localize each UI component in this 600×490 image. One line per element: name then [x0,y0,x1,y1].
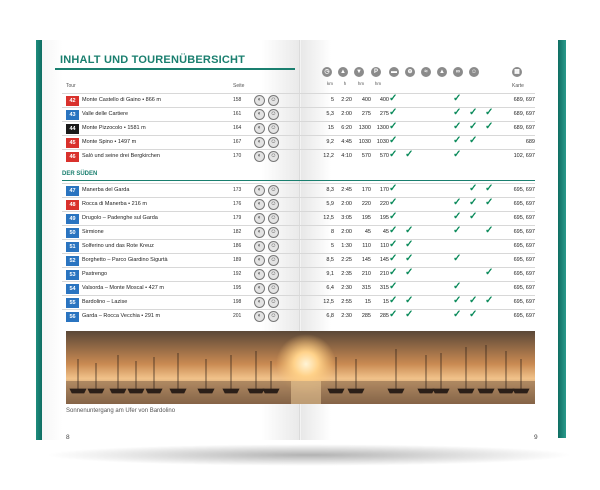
tour-h: 6:20 [341,125,352,131]
child-icon: ☺ [470,69,478,75]
check-mark-icon: ✓ [389,267,398,278]
tour-down: 1300 [376,125,389,131]
tour-km: 6,4 [326,285,334,291]
tour-number-badge: 53 [66,270,79,280]
table-row [62,121,535,135]
photo-caption: Sonnenuntergang am Ufer von Bardolino [66,408,176,414]
page-number-right: 9 [534,434,538,441]
tour-h: 4:10 [341,153,352,159]
tour-name: Valle delle Cartiere [82,111,129,117]
family-icon: ☺ [268,123,279,134]
column-header-h: h [343,81,347,86]
check-mark-icon: ✓ [389,309,398,320]
tour-h: 2:25 [341,257,352,263]
check-mark-icon: ✓ [485,107,494,118]
check-mark-icon: ✓ [469,107,478,118]
tour-up: 1300 [358,125,371,131]
tour-up: 145 [361,257,371,263]
tour-km: 5,9 [326,201,334,207]
difficulty-icon: ◐ [254,283,265,294]
table-row [62,93,535,107]
check-mark-icon: ✓ [453,309,462,320]
tour-map-ref: 695, 697 [513,187,535,193]
family-icon: ☺ [268,269,279,280]
family-icon: ☺ [268,227,279,238]
tour-up: 195 [361,215,371,221]
tour-number-badge: 51 [66,242,79,252]
tour-page: 189 [233,257,242,263]
tour-down: 285 [379,313,389,319]
column-header-tour: Tour [66,83,76,89]
tour-number-badge: 56 [66,312,79,322]
tour-up: 1030 [358,139,371,145]
tour-km: 15 [327,125,334,131]
tour-page: 182 [233,229,242,235]
check-mark-icon: ✓ [389,211,398,222]
check-mark-icon: ✓ [453,93,462,104]
tour-up: 15 [364,299,371,305]
check-mark-icon: ✓ [453,135,462,146]
tour-number-badge: 47 [66,186,79,196]
parking-icon: P [371,67,381,77]
ship-icon: ≈ [421,67,431,77]
family-icon: ☺ [268,95,279,106]
check-mark-icon: ✓ [389,225,398,236]
tour-page: 179 [233,215,242,221]
column-header-km: km [327,81,333,86]
table-row [62,295,535,309]
check-mark-icon: ✓ [485,267,494,278]
tour-name: Monte Castello di Gaino • 866 m [82,97,161,103]
check-mark-icon: ✓ [469,135,478,146]
tour-h: 4:45 [341,139,352,145]
table-row [62,211,535,225]
map-icon: ▦ [512,67,522,77]
check-mark-icon: ✓ [453,149,462,160]
table-row [62,107,535,121]
family-icon: ☺ [268,297,279,308]
check-mark-icon: ✓ [389,295,398,306]
check-mark-icon: ✓ [453,211,462,222]
boat-hull [418,389,434,393]
tour-h: 1:30 [341,243,352,249]
tour-up: 45 [364,229,371,235]
tour-number-badge: 46 [66,152,79,162]
tour-page: 158 [233,97,242,103]
tour-number-badge: 52 [66,256,79,266]
difficulty-icon: ◐ [254,123,265,134]
check-mark-icon: ✓ [453,281,462,292]
tour-page: 170 [233,153,242,159]
difficulty-icon: ◐ [254,241,265,252]
tour-km: 9,2 [326,139,334,145]
tour-map-ref: 695, 697 [513,271,535,277]
check-mark-icon: ✓ [453,121,462,132]
check-mark-icon: ✓ [405,225,414,236]
boat-hull [513,389,529,393]
boat-hull [110,389,126,393]
page-number-left: 8 [66,434,70,441]
tour-name: Rocca di Manerba • 216 m [82,201,147,207]
tour-up: 210 [361,271,371,277]
tour-h: 2:55 [341,299,352,305]
page-title: INHALT UND TOURENÜBERSICHT [60,54,246,66]
family-icon: ☺ [268,283,279,294]
tour-page: 173 [233,187,242,193]
tour-down: 570 [379,153,389,159]
check-mark-icon: ✓ [485,197,494,208]
difficulty-icon: ◐ [254,137,265,148]
check-mark-icon: ✓ [485,295,494,306]
tour-name: Drugolo – Padenghe sul Garda [82,215,158,221]
tour-map-ref: 695, 697 [513,243,535,249]
check-mark-icon: ✓ [453,107,462,118]
tour-number-badge: 42 [66,96,79,106]
tour-down: 145 [379,257,389,263]
tour-h: 2:00 [341,229,352,235]
table-row [62,281,535,295]
check-mark-icon: ✓ [469,183,478,194]
bus-icon: ▬ [391,69,397,75]
check-mark-icon: ✓ [453,197,462,208]
check-mark-icon: ✓ [469,295,478,306]
boat-hull [88,389,104,393]
boat-hull [146,389,162,393]
check-mark-icon: ✓ [469,309,478,320]
difficulty-icon: ◐ [254,269,265,280]
table-row [62,239,535,253]
tour-km: 12,2 [323,153,334,159]
tour-name: Borghetto – Parco Giardino Sigurtà [82,257,168,263]
tour-down: 220 [379,201,389,207]
check-mark-icon: ✓ [453,225,462,236]
check-mark-icon: ✓ [405,309,414,320]
check-mark-icon: ✓ [389,253,398,264]
arrow-down-icon: ▼ [354,67,364,77]
difficulty-icon: ◐ [254,311,265,322]
tour-name: Solferino und das Rote Kreuz [82,243,154,249]
check-mark-icon: ✓ [469,197,478,208]
check-mark-icon: ✓ [405,267,414,278]
tour-name: Monte Pizzocolo • 1581 m [82,125,146,131]
tour-down: 400 [379,97,389,103]
section-divider [62,180,535,181]
tour-down: 275 [379,111,389,117]
tour-number-badge: 54 [66,284,79,294]
check-mark-icon: ✓ [389,183,398,194]
difficulty-icon: ◐ [254,95,265,106]
tour-up: 170 [361,187,371,193]
tour-down: 15 [382,299,389,305]
tour-name: Pastrengo [82,271,108,277]
tour-up: 570 [361,153,371,159]
tour-number-badge: 49 [66,214,79,224]
boat-hull [458,389,474,393]
family-icon: ☺ [268,199,279,210]
boat-hull [328,389,344,393]
tour-down: 170 [379,187,389,193]
check-mark-icon: ✓ [405,239,414,250]
boat-hull [388,389,404,393]
family-icon: ☺ [268,255,279,266]
boat-hull [70,389,86,393]
family-icon: ☺ [268,137,279,148]
tour-name: Valsorda – Monte Moscal • 427 m [82,285,164,291]
family-icon: ☺ [268,241,279,252]
tour-name: Manerba del Garda [82,187,130,193]
tour-down: 1030 [376,139,389,145]
check-mark-icon: ✓ [389,197,398,208]
boat-hull [198,389,214,393]
difficulty-icon: ◐ [254,255,265,266]
tour-h: 3:05 [341,215,352,221]
tour-km: 5 [330,97,334,103]
column-header-seite: Seite [233,83,245,89]
check-mark-icon: ✓ [389,107,398,118]
boat-hull [478,389,494,393]
tour-page: 192 [233,271,242,277]
check-mark-icon: ✓ [405,253,414,264]
family-icon: ☺ [268,151,279,162]
check-mark-icon: ✓ [405,149,414,160]
boat-hull [348,389,364,393]
tour-h: 2:00 [341,201,352,207]
tour-name: Bardolino – Lazise [82,299,128,305]
arrow-up-icon: ▲ [338,67,348,77]
tour-page: 186 [233,243,242,249]
check-mark-icon: ✓ [405,295,414,306]
tour-name: Garda – Rocca Vecchia • 291 m [82,313,161,319]
tour-down: 110 [380,243,389,249]
column-header-hm-up: hm [357,81,365,86]
boat-hull [248,389,264,393]
check-mark-icon: ✓ [453,253,462,264]
tour-map-ref: 695, 697 [513,285,535,291]
difficulty-icon: ◐ [254,185,265,196]
tour-number-badge: 44 [66,124,79,134]
tour-number-badge: 43 [66,110,79,120]
tour-up: 400 [361,97,371,103]
tour-map-ref: 695, 697 [513,229,535,235]
boat-hull [263,389,279,393]
difficulty-icon: ◐ [254,227,265,238]
tour-map-ref: 689, 697 [513,111,535,117]
tour-map-ref: 695, 697 [513,313,535,319]
tour-map-ref: 689, 697 [513,125,535,131]
boat-hull [433,389,449,393]
tour-down: 45 [382,229,389,235]
tour-map-ref: 695, 697 [513,201,535,207]
check-mark-icon: ✓ [485,183,494,194]
clock-icon: ◷ [322,67,332,77]
tour-number-badge: 48 [66,200,79,210]
tour-km: 12,5 [323,299,334,305]
tour-name: Sirmione [82,229,104,235]
title-divider [55,68,295,70]
boat-hull [170,389,186,393]
tour-map-ref: 695, 697 [513,257,535,263]
column-header-hm-down: hm [374,81,382,86]
column-header-karte: Karte [512,83,524,89]
check-mark-icon: ✓ [389,239,398,250]
table-row [62,225,535,239]
tour-page: 198 [233,299,242,305]
tour-number-badge: 45 [66,138,79,148]
mountain-icon: ▲ [437,67,447,77]
check-mark-icon: ✓ [389,93,398,104]
tour-up: 315 [361,285,371,291]
boat-hull [223,389,239,393]
tour-h: 2:20 [341,97,352,103]
tour-map-ref: 689, 697 [513,97,535,103]
tour-h: 2:30 [341,285,352,291]
tour-page: 176 [233,201,242,207]
section-heading-south: DER SÜDEN [62,171,98,177]
check-mark-icon: ✓ [485,121,494,132]
check-mark-icon: ✓ [469,121,478,132]
check-mark-icon: ✓ [389,281,398,292]
table-row [62,253,535,267]
tour-down: 210 [379,271,389,277]
check-mark-icon: ✓ [453,295,462,306]
tour-h: 2:00 [341,111,352,117]
table-row [62,197,535,211]
family-icon: ☺ [268,311,279,322]
boat-hull [498,389,514,393]
difficulty-icon: ◐ [254,151,265,162]
tour-number-badge: 50 [66,228,79,238]
tour-page: 161 [233,111,242,117]
book-shadow [44,444,574,466]
table-row [62,149,535,163]
tour-km: 5,3 [326,111,334,117]
tour-h: 2:30 [341,313,352,319]
tour-down: 315 [379,285,389,291]
difficulty-icon: ◐ [254,213,265,224]
check-mark-icon: ✓ [485,225,494,236]
tour-map-ref: 695, 697 [513,215,535,221]
restaurant-icon: ⊕ [405,67,415,77]
tour-map-ref: 689 [525,139,535,145]
tour-map-ref: 695, 697 [513,299,535,305]
table-row [62,267,535,281]
tour-up: 285 [361,313,371,319]
family-icon: ☺ [268,109,279,120]
family-icon: ☺ [268,213,279,224]
table-row [62,183,535,197]
family-icon: ☺ [268,185,279,196]
table-row [62,309,535,323]
tour-name: Salò und seine drei Bergkirchen [82,153,160,159]
tour-page: 195 [233,285,242,291]
check-mark-icon: ✓ [389,135,398,146]
difficulty-icon: ◐ [254,297,265,308]
tour-page: 201 [233,313,242,319]
tour-km: 8,5 [326,257,334,263]
tour-map-ref: 102, 697 [513,153,535,159]
book-cover-edge-right [558,40,566,438]
tour-page: 164 [233,125,242,131]
tour-km: 8,3 [326,187,334,193]
tour-h: 2:35 [341,271,352,277]
check-mark-icon: ✓ [469,211,478,222]
tour-up: 110 [362,243,371,249]
tour-up: 275 [361,111,371,117]
tour-km: 9,1 [326,271,334,277]
tour-km: 12,5 [323,215,334,221]
tour-km: 8 [330,229,334,235]
tour-km: 5 [330,243,334,249]
tour-h: 2:45 [341,187,352,193]
tour-name: Monte Spino • 1497 m [82,139,137,145]
bike-icon: ∞ [453,67,463,77]
table-row [62,135,535,149]
tour-number-badge: 55 [66,298,79,308]
tour-down: 195 [379,215,389,221]
sunset-photo [66,331,535,404]
difficulty-icon: ◐ [254,199,265,210]
check-mark-icon: ✓ [389,121,398,132]
tour-up: 220 [361,201,371,207]
boat-hull [128,389,144,393]
check-mark-icon: ✓ [389,149,398,160]
difficulty-icon: ◐ [254,109,265,120]
tour-page: 167 [233,139,242,145]
tour-km: 6,8 [326,313,334,319]
